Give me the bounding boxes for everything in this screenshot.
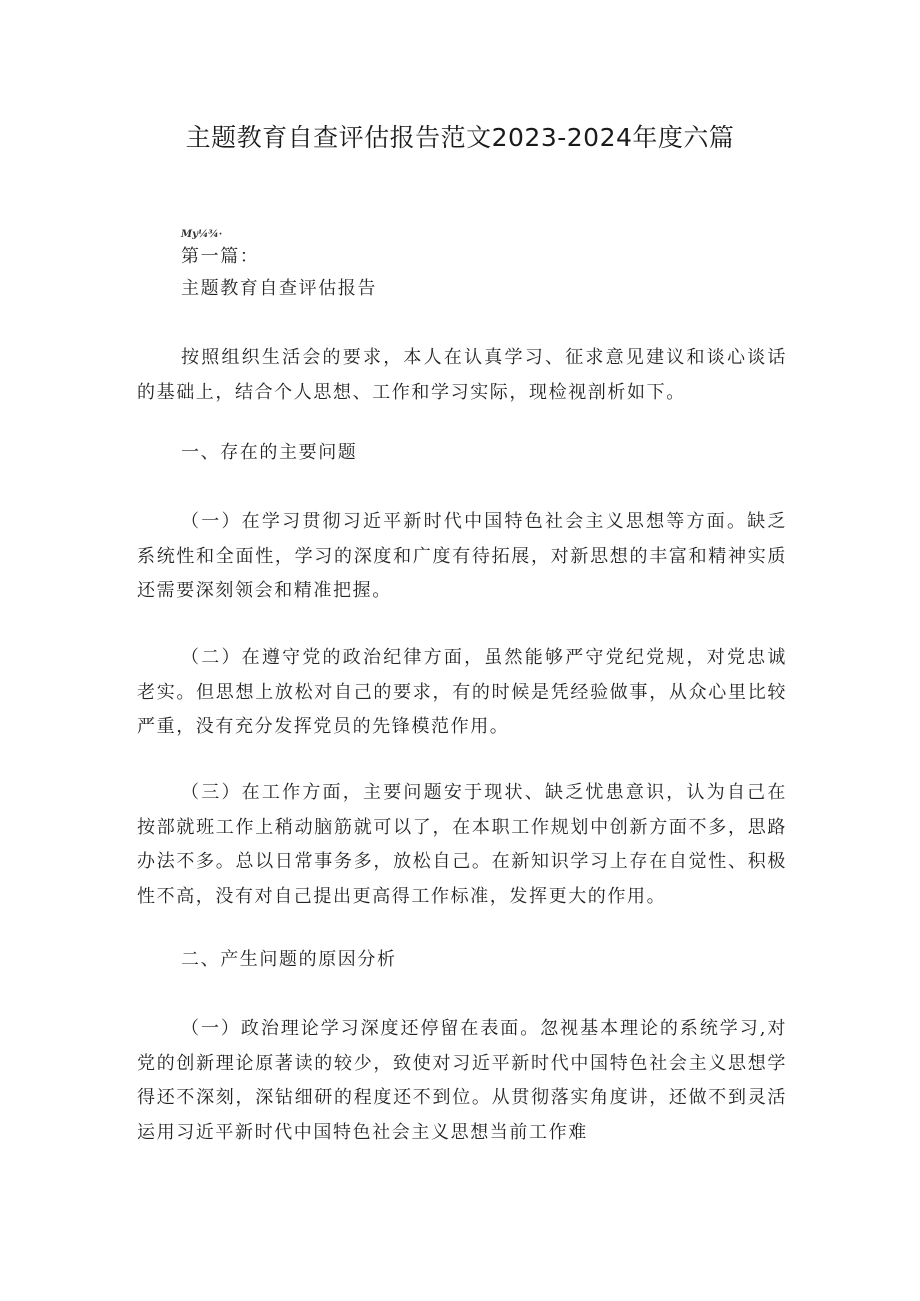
section2-heading: 二、产生问题的原因分析	[181, 949, 397, 970]
chapter-label: 第一篇：	[181, 246, 260, 267]
section1-item-1: （一）在学习贯彻习近平新时代中国特色社会主义思想等方面。缺乏系统性和全面性，学习的深度和广度有待拓展，对新思想的丰富和精神实质还需要深刻领会和精准把握。	[137, 511, 787, 601]
intro-paragraph: 按照组织生活会的要求，本人在认真学习、征求意见建议和谈心谈话的基础上，结合个人思想、工作和学习实际，现检视剖析如下。	[137, 347, 787, 403]
section1-item-3: （三）在工作方面，主要问题安于现状、缺乏忧患意识，认为自己在按部就班工作上稍动脑筋就可以了，在本职工作规划中创新方面不多，思路办法不多。总以日常事务多，放松自己。在新知识学习上存在自觉性、积极性不高，没有对自己提出更高得工作标准，发挥更大的作用。	[137, 782, 787, 907]
section1-heading: 一、存在的主要问题	[181, 442, 358, 463]
document-title: 主题教育自查评估报告范文2023-2024年度六篇	[185, 123, 735, 152]
garbled-mark: My¼¾·	[181, 229, 223, 240]
report-title: 主题教育自查评估报告	[181, 278, 377, 299]
section1-item-2: （二）在遵守党的政治纪律方面，虽然能够严守党纪党规，对党忠诚老实。但思想上放松对自己的要求，有的时候是凭经验做事，从众心里比较严重，没有充分发挥党员的先锋模范作用。	[137, 647, 787, 737]
section2-item-1: （一）政治理论学习深度还停留在表面。忽视基本理论的系统学习,对党的创新理论原著读的较少，致使对习近平新时代中国特色社会主义思想学得还不深刻，深钻细研的程度还不到位。从贯彻落实角度讲，还做不到灵活运用习近平新时代中国特色社会主义思想当前工作难	[137, 1018, 787, 1143]
